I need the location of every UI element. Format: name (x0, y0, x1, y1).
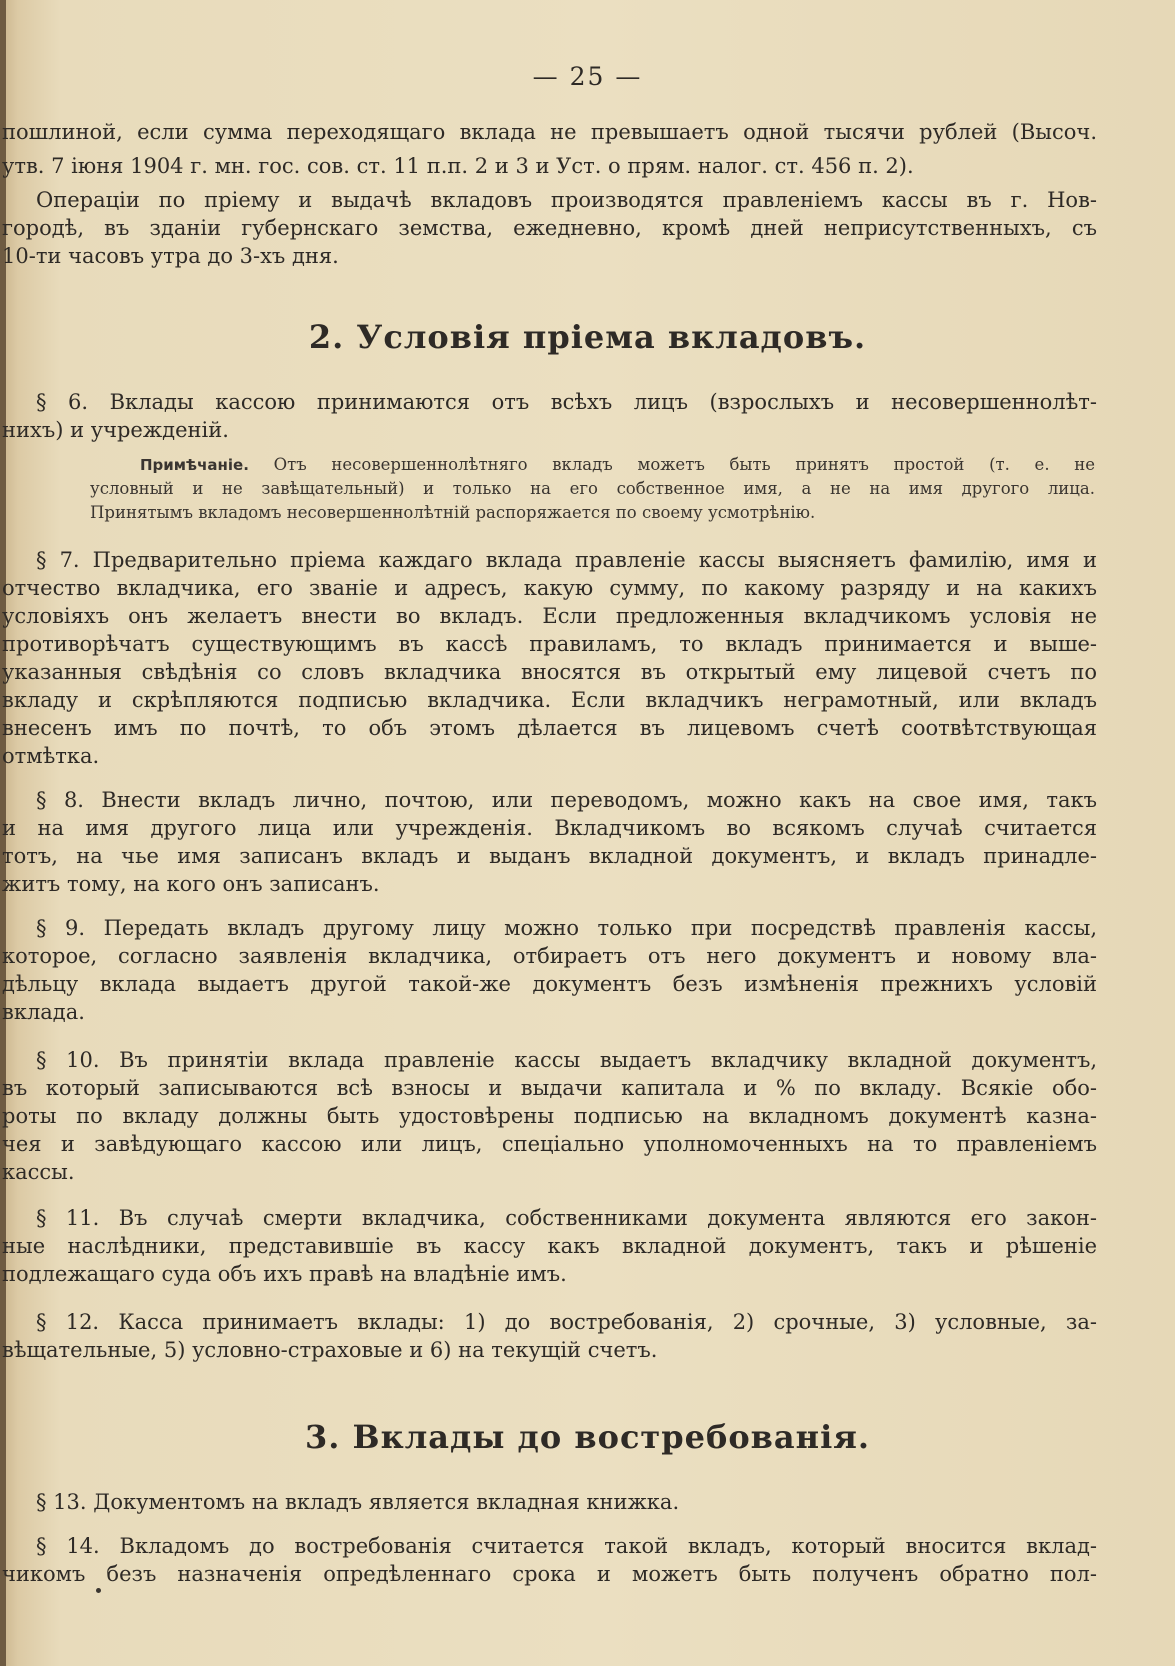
paragraph-11-line: подлежащаго суда объ ихъ правѣ на владѣніе имъ. (2, 1262, 567, 1286)
paragraph-10-line: въ который записываются всѣ взносы и выдачи капитала и % по вкладу. Всякіе обо- (2, 1076, 1097, 1100)
paragraph-11-line: § 11. Въ случаѣ смерти вкладчика, собственниками документа являются его закон- (36, 1206, 1097, 1230)
paragraph-11-line: ные наслѣдники, представившіе въ кассу какъ вкладной документъ, такъ и рѣшеніе (2, 1234, 1097, 1258)
paragraph-8-line: § 8. Внести вкладъ лично, почтою, или переводомъ, можно какъ на свое имя, такъ (36, 788, 1097, 812)
text-line: утв. 7 іюня 1904 г. мн. гос. сов. ст. 11 п.п. 2 и 3 и Уст. о прям. налог. ст. 456 п. 2). (2, 154, 914, 178)
note-line: Принятымъ вкладомъ несовершеннолѣтній распоряжается по своему усмотрѣнію. (90, 503, 816, 522)
note-label: Примѣчаніе. (140, 456, 249, 474)
paragraph-7-line: указанныя свѣдѣнія со словъ вкладчика вносятся въ открытый ему лицевой счетъ по (2, 660, 1097, 684)
paragraph-7-line: условіяхъ онъ желаетъ внести во вкладъ. Если предложенныя вкладчикомъ условія не (2, 604, 1097, 628)
text-line: 10-ти часовъ утра до 3-хъ дня. (2, 244, 339, 268)
paragraph-7-line: внесенъ имъ по почтѣ, то объ этомъ дѣлается въ лицевомъ счетѣ соотвѣтствующая (2, 716, 1097, 740)
note-line: Примѣчаніе. Отъ несовершеннолѣтняго вкладъ можетъ быть принятъ простой (т. е. не (140, 455, 1095, 474)
paragraph-6-line: § 6. Вклады кассою принимаются отъ всѣхъ лицъ (взрослыхъ и несовершеннолѣт- (36, 390, 1097, 414)
paragraph-10-line: роты по вкладу должны быть удостовѣрены подписью на вкладномъ документѣ казна- (2, 1104, 1097, 1128)
paragraph-12-line: § 12. Касса принимаетъ вклады: 1) до востребованія, 2) срочные, 3) условные, за- (36, 1310, 1097, 1334)
paragraph-14-line: § 14. Вкладомъ до востребованія считается такой вкладъ, который вносится вклад- (36, 1534, 1097, 1558)
paragraph-9-line: § 9. Передать вкладъ другому лицу можно только при посредствѣ правленія кассы, (36, 916, 1097, 940)
page-number: — 25 — (532, 62, 643, 91)
text-line: пошлиной, если сумма переходящаго вклада не превышаетъ одной тысячи рублей (Высоч. (2, 120, 1097, 144)
paragraph-10-line: § 10. Въ принятіи вклада правленіе кассы выдаетъ вкладчику вкладной документъ, (36, 1048, 1097, 1072)
paragraph-7-line: § 7. Предварительно пріема каждаго вклада правленіе кассы выясняетъ фамилію, имя и (36, 548, 1097, 572)
paragraph-7-line: отчество вкладчика, его званіе и адресъ, какую сумму, по какому разряду и на какихъ (2, 576, 1097, 600)
paragraph-13-line: § 13. Документомъ на вкладъ является вкладная книжка. (36, 1490, 680, 1514)
paragraph-8-line: житъ тому, на кого онъ записанъ. (2, 872, 380, 896)
paragraph-10-line: кассы. (2, 1160, 75, 1184)
paragraph-7-line: отмѣтка. (2, 744, 100, 768)
paragraph-8-line: и на имя другого лица или учрежденія. Вкладчикомъ во всякомъ случаѣ считается (2, 816, 1097, 840)
paragraph-7-line: вкладу и скрѣпляются подписью вкладчика. Если вкладчикъ неграмотный, или вкладъ (2, 688, 1097, 712)
paragraph-10-line: чея и завѣдующаго кассою или лицъ, спеціально уполномоченныхъ на то правленіемъ (2, 1132, 1097, 1156)
paragraph-9-line: которое, согласно заявленія вкладчика, отбираетъ отъ него документъ и новому вла- (2, 944, 1097, 968)
text-line: городѣ, въ зданіи губернскаго земства, ежедневно, кромѣ дней неприсутственныхъ, съ (2, 216, 1097, 240)
paragraph-9-line: дѣльцу вклада выдаетъ другой такой-же документъ безъ измѣненія прежнихъ условій (2, 972, 1097, 996)
paragraph-12-line: вѣщательные, 5) условно-страховые и 6) на текущій счетъ. (2, 1338, 658, 1362)
paragraph-9-line: вклада. (2, 1000, 85, 1024)
paragraph-6-line: нихъ) и учрежденій. (2, 418, 229, 442)
section-heading: 2. Условія пріема вкладовъ. (308, 318, 867, 356)
paragraph-8-line: тотъ, на чье имя записанъ вкладъ и выданъ вкладной документъ, и вкладъ принадле- (2, 844, 1097, 868)
paragraph-7-line: противорѣчатъ существующимъ въ кассѣ правиламъ, то вкладъ принимается и выше- (2, 632, 1097, 656)
ink-speck (96, 1588, 101, 1593)
text-line: Операціи по пріему и выдачѣ вкладовъ производятся правленіемъ кассы въ г. Нов- (36, 188, 1097, 212)
paragraph-14-line: чикомъ безъ назначенія опредѣленнаго срока и можетъ быть полученъ обратно пол- (2, 1562, 1097, 1586)
section-heading: 3. Вклады до востребованія. (305, 1418, 870, 1456)
note-line: условный и не завѣщательный) и только на его собственное имя, а не на имя другого лица. (90, 479, 1095, 498)
